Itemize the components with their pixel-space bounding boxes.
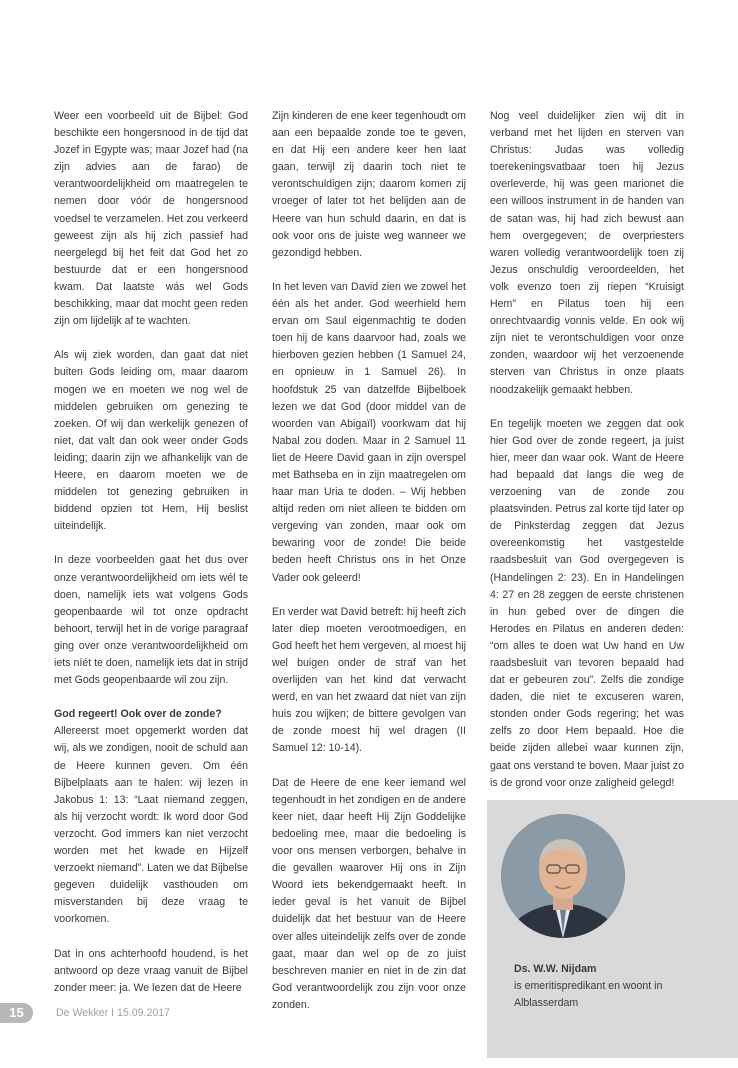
paragraph: Weer een voorbeeld uit de Bijbel: God beschikte een hongersnood in de tijd dat Jozef in Egypte was; maar Jozef had (na zijn advies aan de farao) de verantwoordelijkheid om maatregelen te nemen door vóór de hongersnood voedsel te verzamelen. Het zou verkeerd geweest zijn als hij zich passief had neergelegd bij het feit dat God het zo bestuurde dat er een hongersnood kwam. Dat laatste wás wel Gods beschikking, maar dat mocht geen reden zijn om lijdelijk af te wachten. — [54, 110, 248, 328]
paragraph: Allereerst moet opgemerkt worden dat wij, als we zondigen, nooit de schuld aan de Heere kunnen geven. Om één Bijbelplaats aan te halen: wij lezen in Jakobus 1: 13: “Laat niemand zeggen, als hij verzocht wordt: Ik word door God verzocht. God immers kan niet verzocht worden met het kwade en Hijzelf verzoekt niemand”. Laten we dat Bijbelse gegeven duidelijk vasthouden om misverstanden bij deze vraag te voorkomen. — [54, 725, 248, 926]
paragraph: En tegelijk moeten we zeggen dat ook hier God over de zonde regeert, ja juist hier, meer dan waar ook. Want de Heere had bepaald dat langs die weg de verzoening van de zonde zou plaatsvinden. Petrus zal korte tijd later op de Pinksterdag zeggen dat Jezus overeenkomstig het vastgestelde raadsbesluit van God overgegeven is (Handelingen 2: 23). En in Handelingen 4: 27 en 28 zeggen de eerste christenen in hun gebed over de dingen die Herodes en Pilatus en anderen deden: “om alles te doen wat Uw hand en Uw raadsbesluit van tevoren bepaald had dat er gebeuren zou”. Zelfs die zondige daden, die niet te excuseren waren, stonden onder Gods regering; het was zelfs zo door Hem bepaald. Hoe die beide zijden allebei waar kunnen zijn, gaat ons verstand te boven. Maar juist zo is de grond voor onze zaligheid gelegd! — [490, 417, 684, 789]
author-photo-illustration — [501, 814, 625, 938]
footer-publication: De Wekker I 15.09.2017 — [56, 1007, 171, 1019]
page-number: 15 — [0, 1003, 33, 1023]
author-bio — [514, 961, 724, 1012]
article-column-1 — [54, 108, 248, 1014]
paragraph: Als wij ziek worden, dan gaat dat niet buiten Gods leiding om, maar daarom mogen we en moeten we nog wel de middelen gebruiken om genezing te zoeken. Of wij dan werkelijk genezen of niet, dat valt dan ook weer onder Gods leiding; daarin zijn we afhankelijk van de Heere, en daarom moeten we de middelen tot genezing gebruiken in biddend opzien tot Hem, Hij beslist uiteindelijk. — [54, 349, 248, 533]
author-bio-line: Alblasserdam — [514, 997, 579, 1010]
paragraph: In het leven van David zien we zowel het één als het ander. God weerhield hem ervan om Saul eigenmachtig te doden toen hij de kans daarvoor had, zoals we hierboven gezien hebben (1 Samuel 24, en opnieuw in 1 Samuel 26). In hoofdstuk 25 van datzelfde Bijbelboek lezen we dat God (door middel van de woorden van Abigaïl) voorkwam dat hij Nabal zou doden. Maar in 2 Samuel 11 liet de Heere David gaan in zijn overspel met Bathseba en in zijn maatregelen om haar man Uria te doden. – Wij hebben altijd reden om niet alleen te bidden om vergeving van zonden, maar ook om bewaring voor de zonde! Die beide beden heeft Christus ons in het Onze Vader ook geleerd! — [272, 280, 466, 584]
paragraph: In deze voorbeelden gaat het dus over onze verantwoordelijkheid om iets wél te doen, namelijk iets wat volgens Gods geopenbaarde wil tot onze opdracht behoort, terwijl het in de vorige paragraaf ging over onze verantwoordelijkheid om iets níét te doen, namelijk iets dat in strijd met Gods geopenbaarde wil zou zijn. — [54, 554, 248, 687]
section-heading: God regeert! Ook over de zonde? — [54, 708, 222, 721]
paragraph: Dat in ons achterhoofd houdend, is het antwoord op deze vraag vanuit de Bijbel zonder meer: ja. We lezen dat de Heere — [54, 947, 248, 994]
author-bio-line: is emeritispredikant en woont in — [514, 980, 663, 993]
author-name: Ds. W.W. Nijdam — [514, 963, 597, 975]
article-column-3 — [490, 108, 684, 809]
paragraph: Nog veel duidelijker zien wij dit in verband met het lijden en sterven van Christus: Judas was volledig toerekeningsvatbaar toen hij Jezus overleverde, hij was geen marionet die een willoos instrument in de handen van de satan was, hij had zich bewust aan hem overgegeven; de overpriesters waren volledig verantwoordelijk toen zij Jezus onschuldig veroordeelden, het volk evenzo toen zij riepen “Kruisigt Hem” en Pilatus toen hij een onrechtvaardig vonnis velde. En ook wij zijn niet te verontschuldigen voor onze zonden, waardoor wij het verzoenende sterven van Christus in onze plaats noodzakelijk gemaakt hebben. — [490, 110, 684, 396]
page-footer — [0, 1000, 400, 1024]
author-box — [487, 800, 738, 1058]
paragraph: Dat de Heere de ene keer iemand wel tegenhoudt in het zondigen en de andere keer niet, daar heeft Hij Zijn Goddelijke bedoeling mee, maar die bedoeling is voor ons mensen verborgen, behalve in die gevallen waarover Hij ons in Zijn Woord iets bekendgemaakt heeft. In ieder geval is het vanuit de Bijbel duidelijk dat het bestuur van de Heere over alles uiteindelijk zelfs over de zonde gaat, maar dan wel op de zo juist beschreven manier en niet in de zin dat God verantwoordelijk zou zijn voor onze zonden. — [272, 776, 466, 1011]
paragraph: Zijn kinderen de ene keer tegenhoudt om aan een bepaalde zonde toe te geven, en dat Hij een andere keer hen laat gaan, terwijl zij daarin toch niet te verontschuldigen zijn; daarom komen zij vroeger of later tot het belijden aan de Heere van hun schuld daarin, en dat is ook voor ons de juiste weg wanneer we gezondigd hebben. — [272, 110, 466, 259]
paragraph: En verder wat David betreft: hij heeft zich later diep moeten verootmoedigen, en God heeft het hem vergeven, al moest hij wel buigen onder de straf van het overlijden van het kind dat verwacht werd, en van het zwaard dat niet van zijn huis zou wijken; de bittere gevolgen van de zonde moest hij wel dragen (II Samuel 12: 10-14). — [272, 605, 466, 755]
author-portrait — [501, 814, 625, 938]
article-column-2 — [272, 108, 466, 1031]
